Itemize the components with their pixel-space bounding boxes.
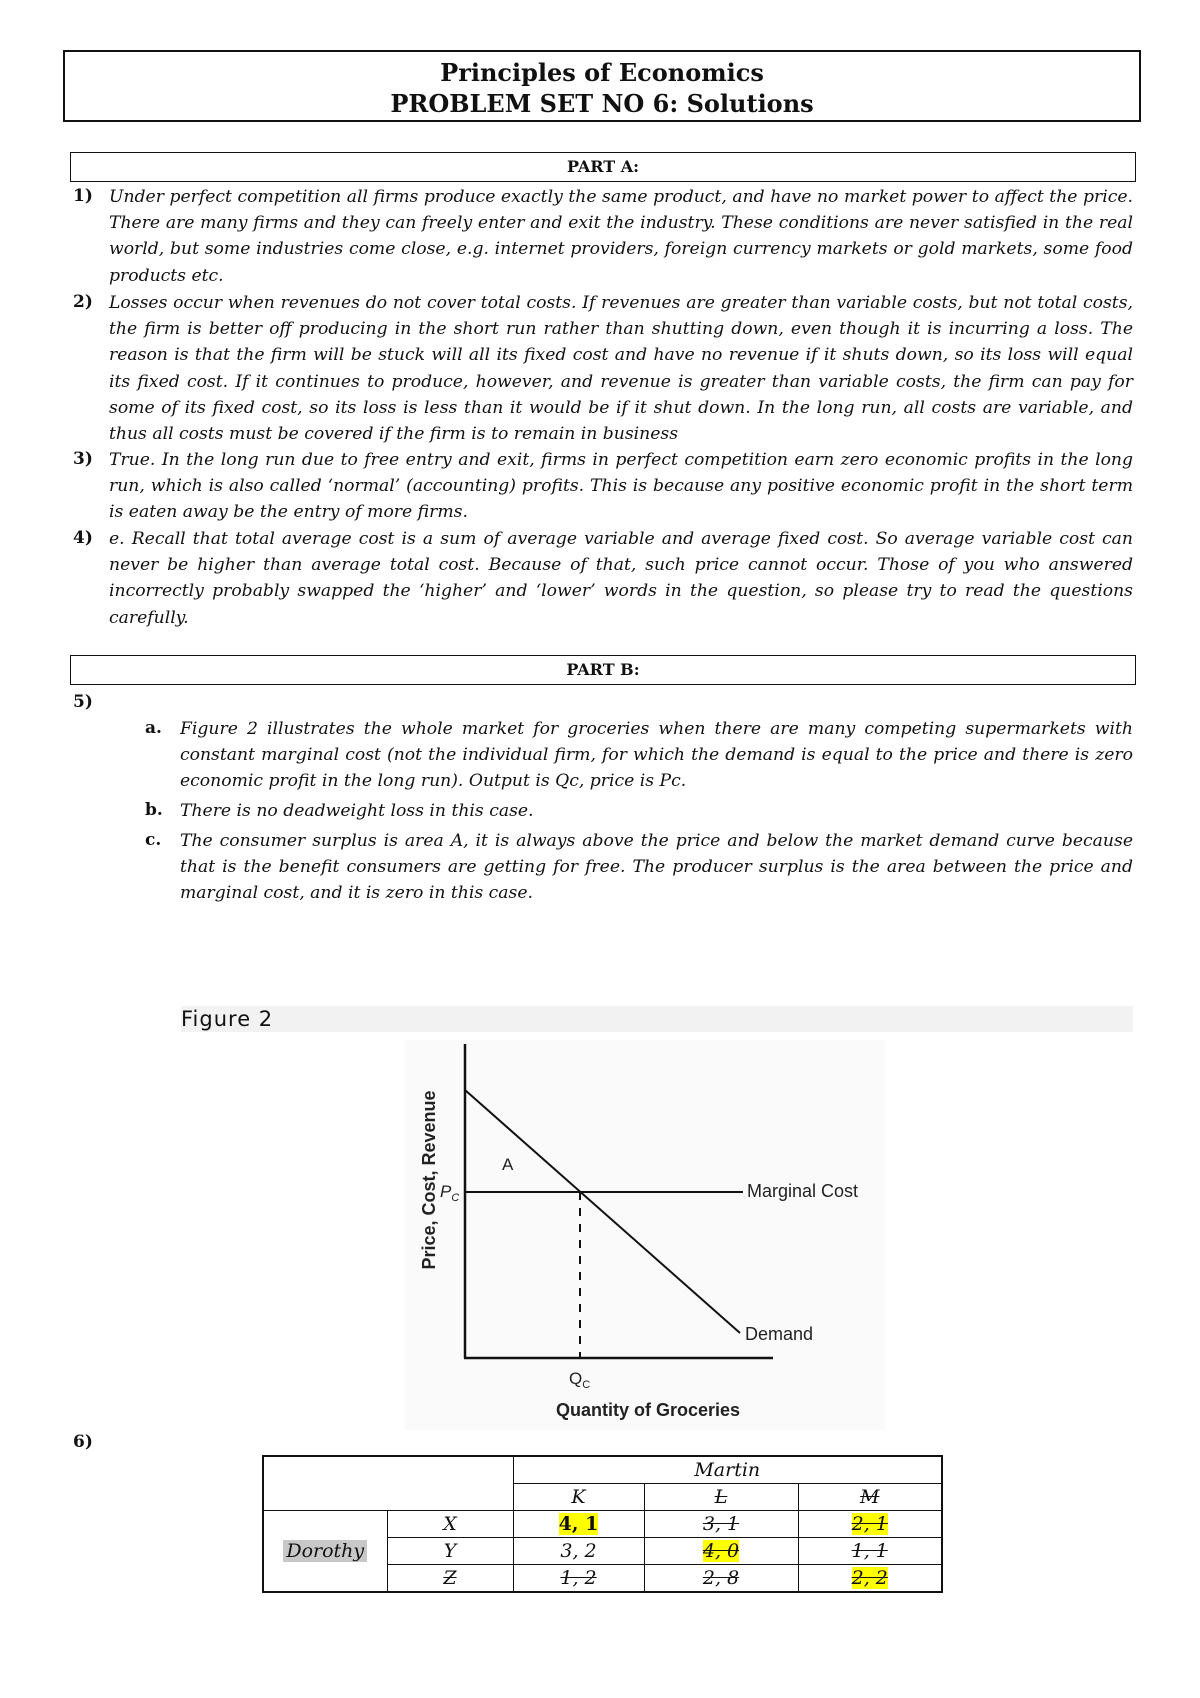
document-title: PROBLEM SET NO 6: Solutions <box>390 89 814 118</box>
answer-1-text: Under perfect competition all firms produce exactly the same product, and have no market power to affect the price. There are many firms and they can freely enter and exit the industry. These conditions are never satisfied in the real world, but some industries come close, e.g. internet providers, foreign currency markets or gold markets, some food products etc. <box>109 187 1133 286</box>
cell-z-k-value: 1, 2 <box>560 1567 597 1589</box>
cell-x-l-value: 3, 1 <box>702 1513 740 1535</box>
price-sub-c: C <box>451 1192 460 1204</box>
part-a-heading: PART A: <box>70 152 1136 182</box>
matrix-corner <box>263 1456 513 1511</box>
question-5-number: 5) <box>73 692 93 712</box>
row-player-name: Dorothy <box>283 1540 367 1562</box>
figure-2-diagram <box>405 1040 885 1430</box>
course-title: Principles of Economics <box>440 58 764 87</box>
row-strategy-y: Y <box>387 1538 513 1565</box>
question-3-number: 3) <box>73 449 93 469</box>
answer-3-text: True. In the long run due to free entry and exit, firms in perfect competition earn zero economic profits in the long run, which is also called ‘normal’ (accounting) profits. This is because any positive economic profit in the short term is eaten away be the entry of more firms. <box>109 450 1133 523</box>
cell-x-m <box>798 1511 942 1538</box>
q5-answer-a: Figure 2 illustrates the whole market for groceries when there are many competing supermarkets with constant marginal cost (not the individual firm, for which the demand is equal to the price and there is zero economic profit in the long run). Output is Qc, price is Pc. <box>180 719 1133 792</box>
area-a-label: A <box>502 1155 514 1174</box>
payoff-matrix <box>262 1455 943 1593</box>
cell-y-m <box>798 1538 942 1565</box>
cell-y-k-value: 3, 2 <box>560 1540 597 1562</box>
figure-label: Figure 2 <box>181 1006 1133 1032</box>
marginal-cost-label: Marginal Cost <box>747 1181 859 1201</box>
y-axis-label: Price, Cost, Revenue <box>419 1090 439 1270</box>
answer-2-text: Losses occur when revenues do not cover total costs. If revenues are greater than variable costs, but not total costs, the firm is better off producing in the short run rather than shutting down, even though it is incurring a loss. The reason is that the firm will be stuck will all its fixed cost and have no revenue if it shuts down, so its loss will equal its fixed cost. If it continues to produce, however, and revenue is greater than variable costs, the firm can pay for some of its fixed cost, so its loss is less than it would be if it shut down. In the long run, all costs are variable, and thus all costs must be covered if the firm is to remain in business <box>109 293 1133 445</box>
cell-y-k <box>513 1538 644 1565</box>
row-player-cell <box>263 1511 387 1593</box>
cell-x-m-value: 2, 1 <box>851 1513 888 1535</box>
cell-z-m-value: 2, 2 <box>851 1567 888 1589</box>
row-strategy-z: Z <box>387 1565 513 1593</box>
col-strategy-l: L <box>644 1484 798 1511</box>
cell-y-l-value: 4, 0 <box>702 1540 740 1562</box>
col-player-name: Martin <box>513 1456 942 1484</box>
col-strategy-m: M <box>798 1484 942 1511</box>
demand-label: Demand <box>745 1324 814 1344</box>
question-2-number: 2) <box>73 292 93 312</box>
cell-y-m-value: 1, 1 <box>851 1540 888 1562</box>
quantity-sub-c: C <box>582 1379 591 1391</box>
quantity-qc-label <box>569 1369 590 1391</box>
q5-answer-c: The consumer surplus is area A, it is always above the price and below the market demand curve because that is the benefit consumers are getting for free. The producer surplus is the area between the price and marginal cost, and it is zero in this case. <box>180 831 1133 904</box>
quantity-q: Q <box>569 1369 583 1388</box>
q5-label-a: a. <box>145 718 162 738</box>
question-1-number: 1) <box>73 186 93 206</box>
cell-x-k-value: 4, 1 <box>558 1513 599 1535</box>
row-strategy-x: X <box>387 1511 513 1538</box>
part-b-heading: PART B: <box>70 655 1136 685</box>
cell-z-k <box>513 1565 644 1593</box>
cell-x-k <box>513 1511 644 1538</box>
col-strategy-k: K <box>513 1484 644 1511</box>
cell-x-l <box>644 1511 798 1538</box>
x-axis-label: Quantity of Groceries <box>555 1400 741 1420</box>
cell-y-l <box>644 1538 798 1565</box>
cell-z-l-value: 2, 8 <box>702 1567 740 1589</box>
price-p: P <box>440 1182 452 1201</box>
cell-z-m <box>798 1565 942 1593</box>
title-box <box>63 50 1141 122</box>
price-pc-label <box>440 1182 459 1204</box>
q5-label-b: b. <box>145 800 163 820</box>
question-6-number: 6) <box>73 1432 93 1452</box>
answer-4-text: e. Recall that total average cost is a sum of average variable and average fixed cost. So average variable cost can never be higher than average total cost. Because of that, such price cannot occur. Those of you who answered incorrectly probably swapped the ‘higher’ and ‘lower’ words in the question, so please try to read the questions carefully. <box>109 529 1133 628</box>
cell-z-l <box>644 1565 798 1593</box>
q5-answer-b: There is no deadweight loss in this case. <box>180 801 534 821</box>
demand-curve <box>465 1090 740 1333</box>
q5-label-c: c. <box>145 830 162 850</box>
question-4-number: 4) <box>73 528 93 548</box>
